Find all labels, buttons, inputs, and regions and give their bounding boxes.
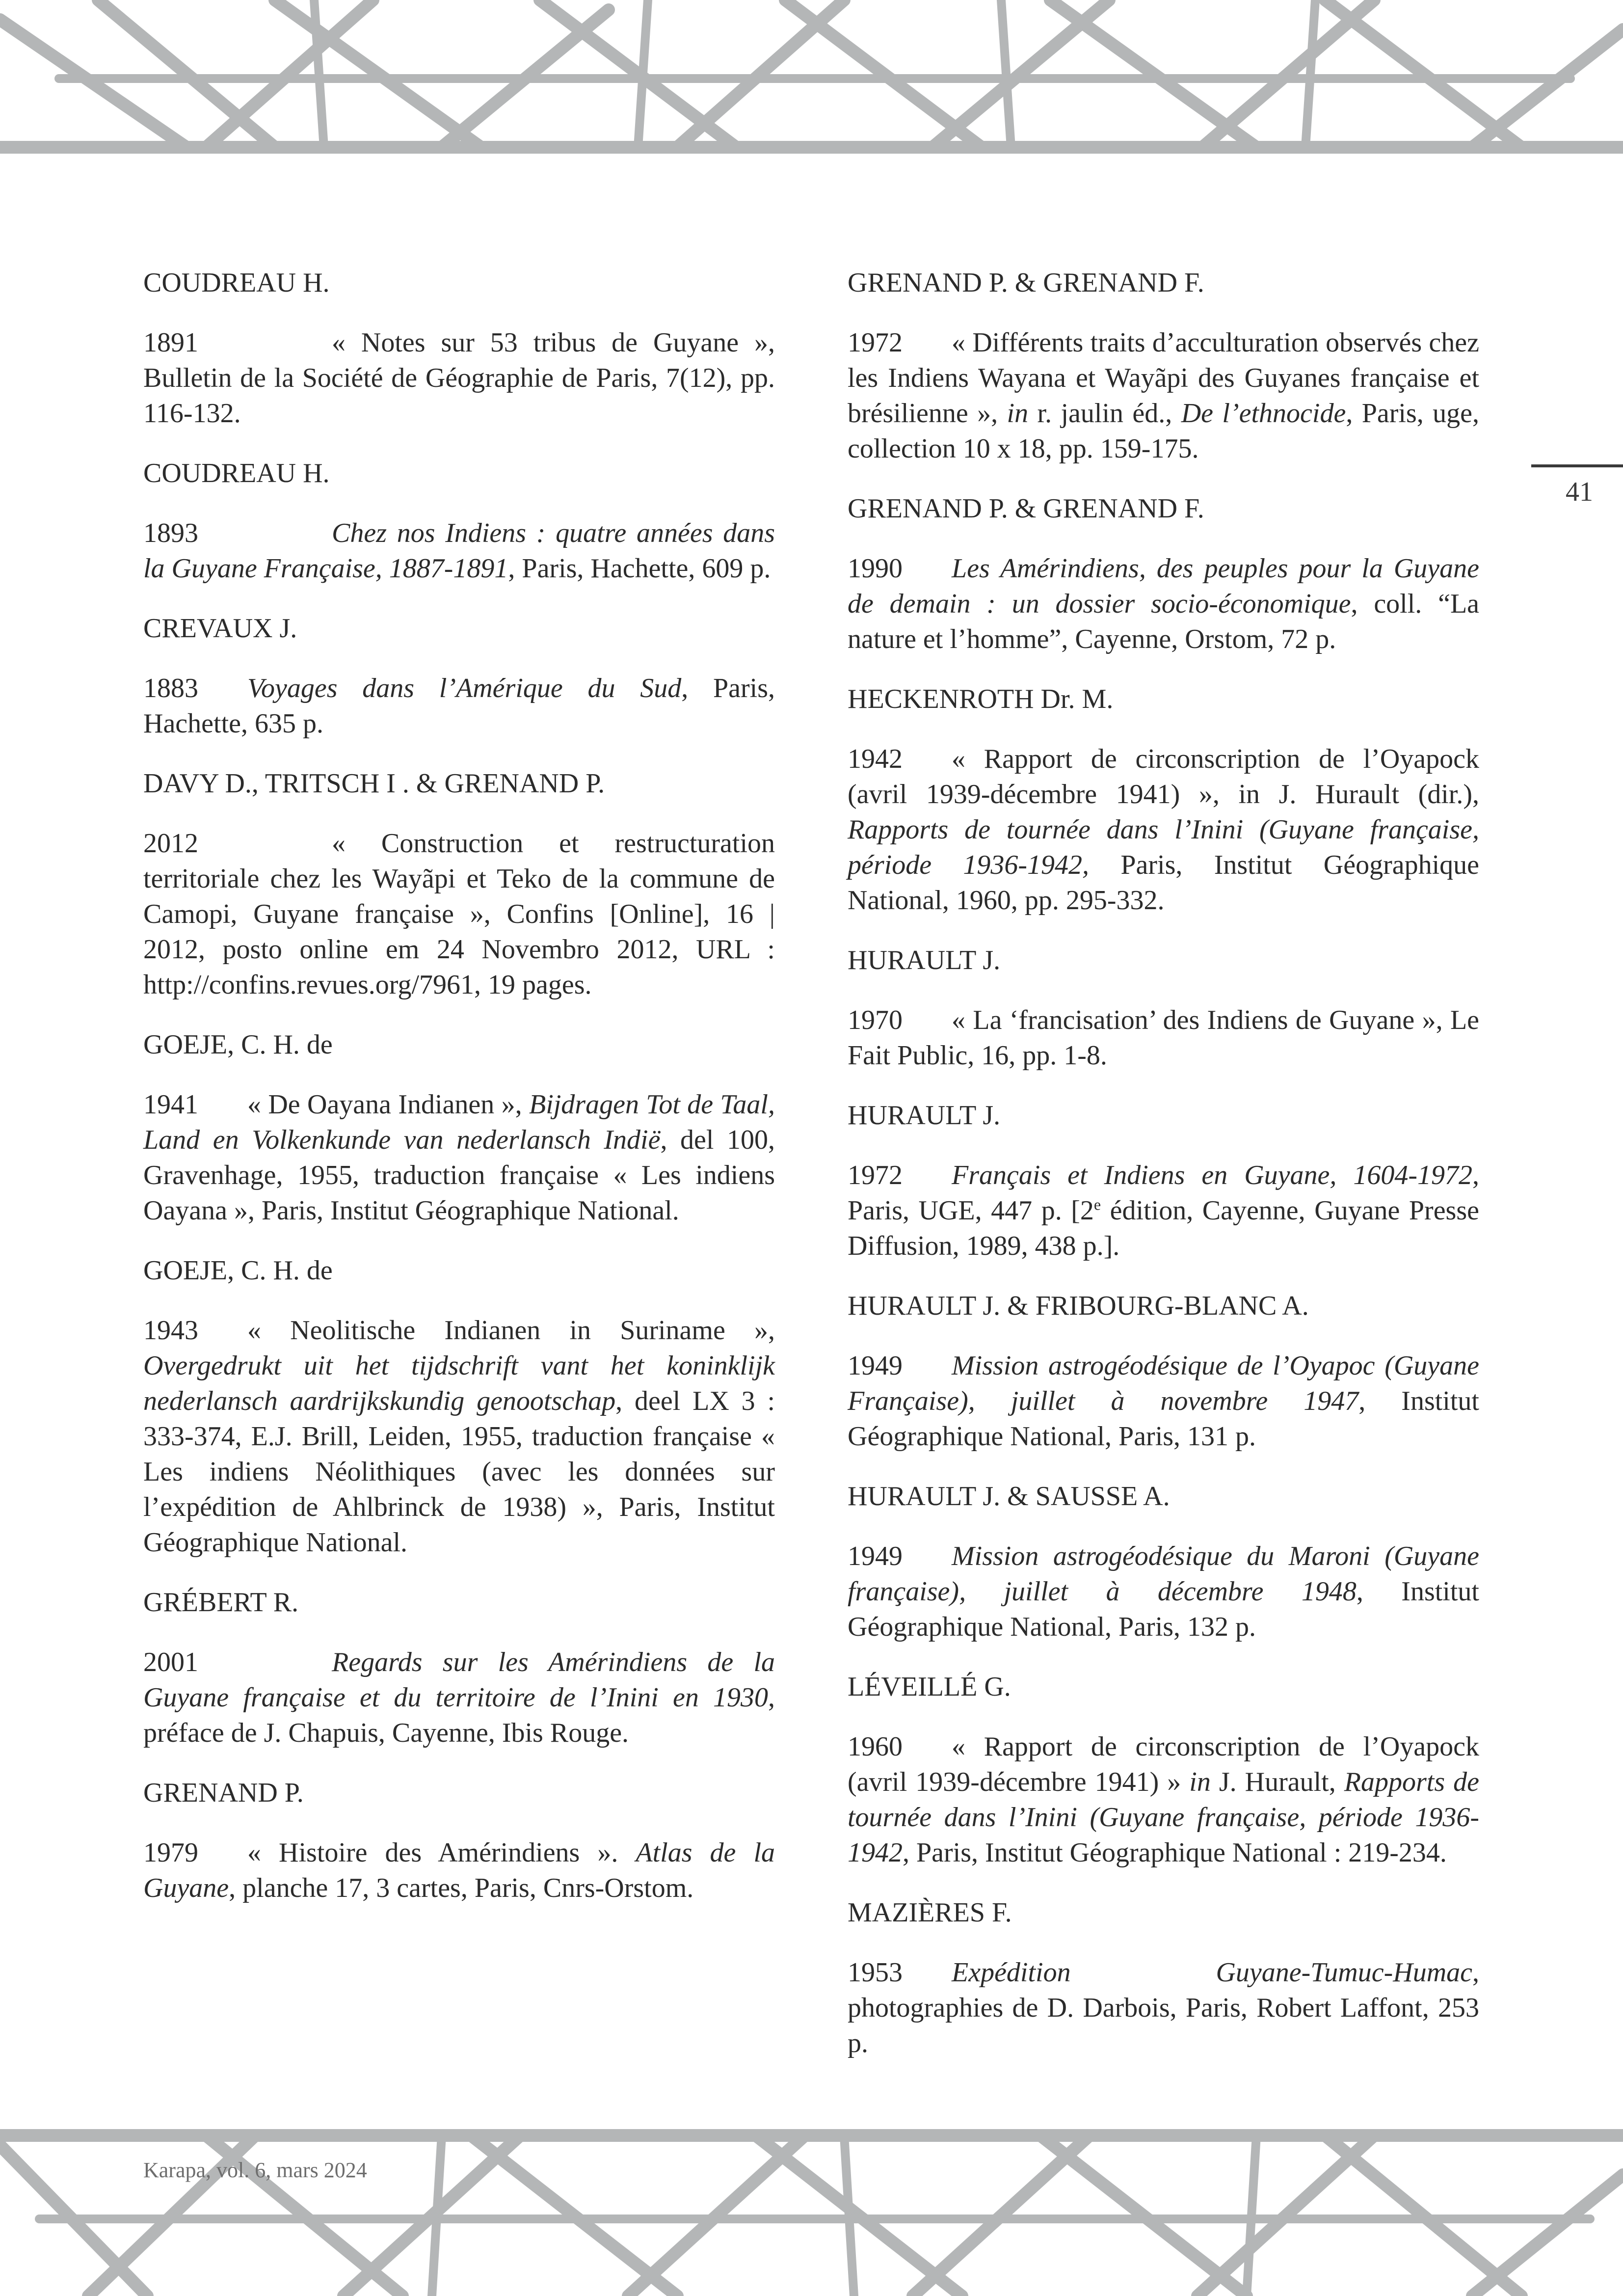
bib-author: DAVY D., TRITSCH I . & GRENAND P. — [143, 768, 605, 799]
bib-entry — [143, 1253, 775, 1560]
bib-author: LÉVEILLÉ G. — [848, 1672, 1011, 1702]
bib-author: MAZIÈRES F. — [848, 1897, 1012, 1928]
bib-reference: 1949 Mission astrogéodésique de l’Oyapoc (Guyane Française), juillet à novembre 1947, Institut Géographique National, Paris, 131 p. — [848, 1351, 1479, 1452]
bib-entry — [848, 1479, 1479, 1645]
bib-author: GRENAND P. — [143, 1778, 304, 1808]
bib-author: GOEJE, C. H. de — [143, 1255, 333, 1286]
bib-reference: 2012 « Construction et restructuration territoriale chez les Wayãpi et Teko de la commune de Camopi, Guyane française », Confins [Online], 16 | 2012, posto online em 24 Novembro 2012, URL : http://confins.revues.org/7961, 19 pages. — [143, 828, 775, 1000]
bib-author: GRÉBERT R. — [143, 1587, 299, 1618]
bib-entry — [848, 681, 1479, 918]
bibliography-column-right — [848, 265, 1479, 2085]
bib-reference: 1970 « La ‘francisation’ des Indiens de Guyane », Le Fait Public, 16, pp. 1-8. — [848, 1005, 1479, 1071]
bib-author: HURAULT J. — [848, 945, 1001, 975]
bib-reference: 1943 « Neolitische Indianen in Suriname », Overgedrukt uit het tijdschrift vant het koninklijk nederlansch aardrijkskundig genootschap, deel LX 3 : 333-374, E.J. Brill, Leiden, 1955, traduction française « Les indiens Néolithiques (avec les données sur l’expédition de Ahlbrinck de 1938) », Paris, Institut Géographique National. — [143, 1315, 775, 1558]
bib-entry — [848, 1288, 1479, 1454]
bib-reference: 1979 « Histoire des Amérindiens ». Atlas de la Guyane, planche 17, 3 cartes, Paris, Cnrs-Orstom. — [143, 1837, 775, 1903]
bib-reference: 1893 Chez nos Indiens : quatre années dans la Guyane Française, 1887-1891, Paris, Hachette, 609 p. — [143, 518, 775, 584]
bib-author: HURAULT J. & SAUSSE A. — [848, 1481, 1170, 1512]
bib-entry — [848, 1098, 1479, 1264]
footer-pattern — [0, 2116, 1623, 2296]
bib-reference: 1972 Français et Indiens en Guyane, 1604-1972, Paris, UGE, 447 p. [2e édition, Cayenne, Guyane Presse Diffusion, 1989, 438 p.]. — [848, 1160, 1479, 1261]
bib-reference: 1941 « De Oayana Indianen », Bijdragen Tot de Taal, Land en Volkenkunde van nederlansch Indië, del 100, Gravenhage, 1955, traduction française « Les indiens Oayana », Paris, Institut Géographique National. — [143, 1089, 775, 1226]
bib-entry — [143, 265, 775, 431]
bib-reference: 1990 Les Amérindiens, des peuples pour la Guyane de demain : un dossier socio-économique, coll. “La nature et l’homme”, Cayenne, Orstom, 72 p. — [848, 553, 1480, 654]
bibliography-column-left — [143, 265, 775, 1930]
woven-pattern-bottom — [0, 2116, 1623, 2296]
bib-author: GRENAND P. & GRENAND F. — [848, 268, 1204, 298]
header-pattern — [0, 0, 1623, 162]
bib-entry — [848, 943, 1479, 1073]
bib-entry — [143, 1585, 775, 1751]
footer-citation: Karapa, vol. 6, mars 2024 — [143, 2158, 367, 2182]
bib-entry — [143, 611, 775, 741]
bib-author: COUDREAU H. — [143, 268, 330, 298]
page-number-rule — [1531, 464, 1623, 467]
bib-reference: 1953 Expédition Guyane-Tumuc-Humac, photographies de D. Darbois, Paris, Robert Laffont, 253 p. — [848, 1957, 1479, 2058]
bib-entry — [143, 456, 775, 586]
bib-entry — [848, 1669, 1479, 1870]
bib-author: CREVAUX J. — [143, 613, 297, 644]
bib-reference: 1891 « Notes sur 53 tribus de Guyane », Bulletin de la Société de Géographie de Paris, 7(12), pp. 116-132. — [143, 327, 775, 429]
bib-entry — [848, 491, 1479, 657]
bib-author: HECKENROTH Dr. M. — [848, 684, 1114, 714]
bib-entry — [848, 1895, 1479, 2061]
bib-author: GOEJE, C. H. de — [143, 1029, 333, 1060]
bib-author: HURAULT J. — [848, 1100, 1001, 1131]
bib-reference: 1942 « Rapport de circonscription de l’Oyapock (avril 1939-décembre 1941) », in J. Hurault (dir.), Rapports de tournée dans l’Inini (Guyane française, période 1936-1942, Paris, Institut Géographique National, 1960, pp. 295-332. — [848, 744, 1479, 916]
woven-pattern-top — [0, 0, 1623, 162]
bib-author: GRENAND P. & GRENAND F. — [848, 493, 1204, 524]
bib-entry — [143, 1775, 775, 1906]
bib-reference: 1972 « Différents traits d’acculturation observés chez les Indiens Wayana et Wayãpi des Guyanes française et brésilienne », in r. jaulin éd., De l’ethnocide, Paris, uge, collection 10 x 18, pp. 159-175. — [848, 327, 1480, 464]
bib-reference: 2001 Regards sur les Amérindiens de la Guyane française et du territoire de l’Inini en 1930, préface de J. Chapuis, Cayenne, Ibis Rouge. — [143, 1647, 775, 1748]
bib-author: COUDREAU H. — [143, 458, 330, 488]
bib-reference: 1883 Voyages dans l’Amérique du Sud, Paris, Hachette, 635 p. — [143, 673, 775, 739]
page-number: 41 — [1566, 477, 1593, 507]
bib-entry — [848, 265, 1479, 466]
bib-entry — [143, 766, 775, 1002]
bib-reference: 1949 Mission astrogéodésique du Maroni (Guyane française), juillet à décembre 1948, Institut Géographique National, Paris, 132 p. — [848, 1541, 1479, 1642]
bib-entry — [143, 1027, 775, 1228]
bib-reference: 1960 « Rapport de circonscription de l’Oyapock (avril 1939-décembre 1941) » in J. Hurault, Rapports de tournée dans l’Inini (Guyane française, période 1936-1942, Paris, Institut Géographique National : 219-234. — [848, 1731, 1479, 1868]
bib-author: HURAULT J. & FRIBOURG-BLANC A. — [848, 1291, 1309, 1321]
